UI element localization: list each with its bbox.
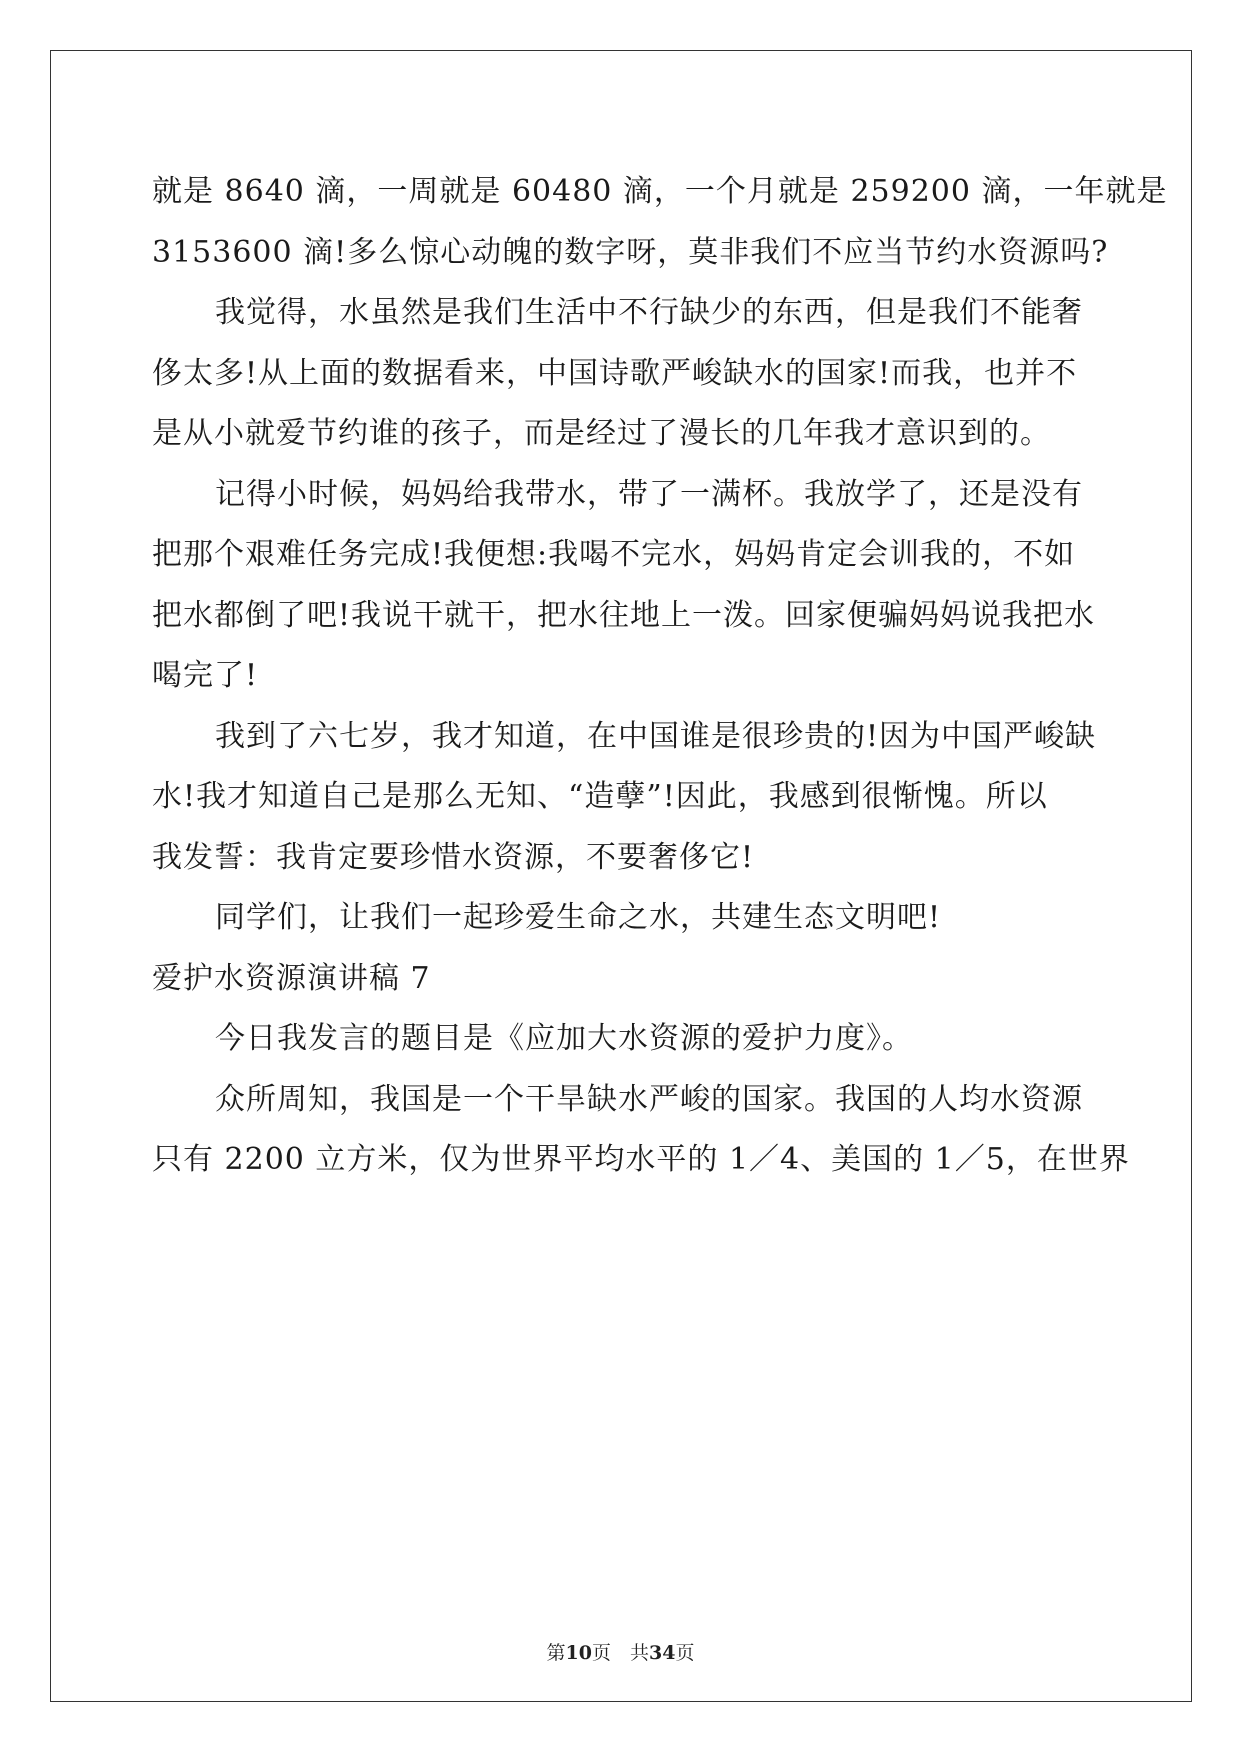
text-line: 只有 2200 立方米，仅为世界平均水平的 1／4、美国的 1／5，在世界 bbox=[152, 1142, 1130, 1177]
paragraph-start-line: 我到了六七岁，我才知道，在中国谁是很珍贵的!因为中国严峻缺 bbox=[215, 718, 1097, 754]
current-page-number: 10 bbox=[565, 1642, 592, 1664]
text-line: 水!我才知道自己是那么无知、“造孽”!因此，我感到很惭愧。所以 bbox=[152, 779, 1048, 814]
paragraph-start-line: 同学们，让我们一起珍爱生命之水，共建生态文明吧! bbox=[215, 900, 942, 935]
text-line: 3153600 滴!多么惊心动魄的数字呀，莫非我们不应当节约水资源吗? bbox=[152, 234, 1109, 270]
text-line: 喝完了! bbox=[152, 658, 259, 693]
paragraph-start-line: 今日我发言的题目是《应加大水资源的爱护力度》。 bbox=[215, 1021, 913, 1056]
text-line: 侈太多!从上面的数据看来，中国诗歌严峻缺水的国家!而我，也并不 bbox=[152, 355, 1078, 391]
page-footer bbox=[0, 1638, 1241, 1665]
text-line: 是从小就爱节约谁的孩子，而是经过了漫长的几年我才意识到的。 bbox=[152, 416, 1051, 451]
paragraph-start-line: 我觉得，水虽然是我们生活中不行缺少的东西，但是我们不能奢 bbox=[215, 295, 1083, 330]
paragraph-start-line: 众所周知，我国是一个干旱缺水严峻的国家。我国的人均水资源 bbox=[215, 1081, 1083, 1117]
text-line: 就是 8640 滴，一周就是 60480 滴，一个月就是 259200 滴，一年就是 bbox=[152, 174, 1168, 209]
footer-prefix: 第 bbox=[546, 1642, 566, 1664]
text-line: 把那个艰难任务完成!我便想:我喝不完水，妈妈肯定会训我的，不如 bbox=[152, 537, 1076, 572]
text-line: 把水都倒了吧!我说干就干，把水往地上一泼。回家便骗妈妈说我把水 bbox=[152, 597, 1096, 633]
section-heading: 爱护水资源演讲稿 7 bbox=[152, 960, 431, 996]
document-body bbox=[152, 162, 1168, 1191]
text-line: 我发誓：我肯定要珍惜水资源，不要奢侈它! bbox=[152, 839, 755, 875]
total-pages-number: 34 bbox=[649, 1642, 676, 1664]
footer-suffix: 页 bbox=[675, 1642, 695, 1664]
footer-mid: 页 共 bbox=[591, 1642, 649, 1664]
paragraph-start-line: 记得小时候，妈妈给我带水，带了一满杯。我放学了，还是没有 bbox=[215, 476, 1083, 512]
